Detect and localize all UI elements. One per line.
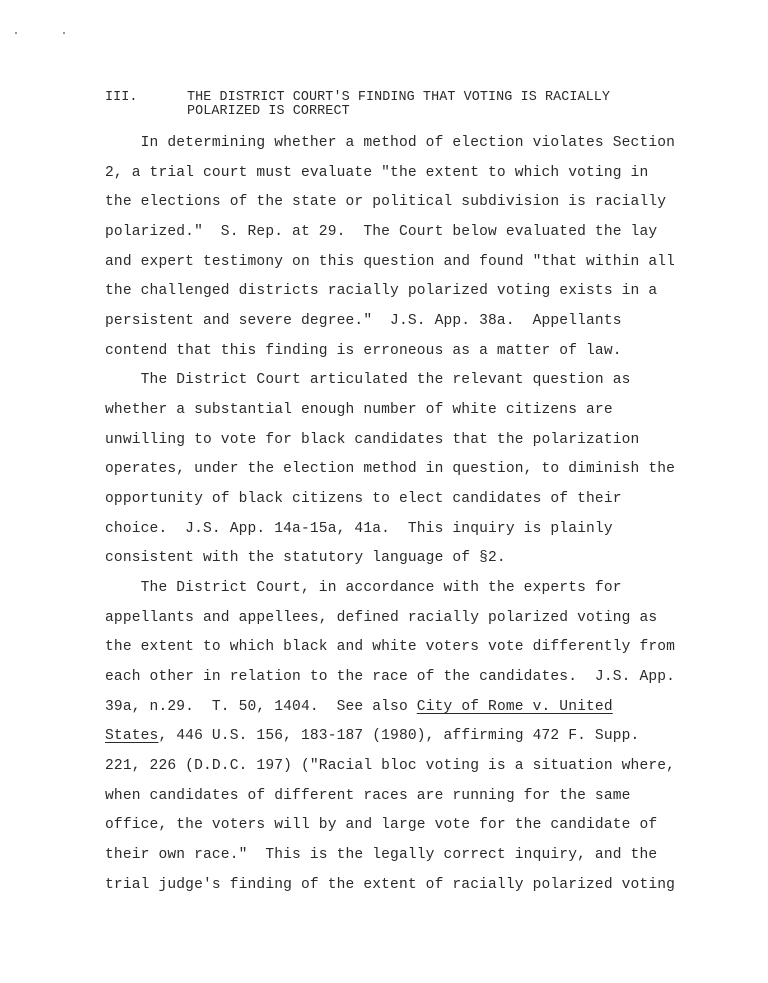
body-line: The District Court articulated the relevant question as [105,372,631,388]
body-text: 39a, n.29. T. 50, 1404. See also [105,699,417,715]
body-line: and expert testimony on this question and found "that within all [105,254,676,270]
body-line: office, the voters will by and large vote for the candidate of [105,817,658,833]
body-line: In determining whether a method of election violates Section [105,135,676,151]
body-line: unwilling to vote for black candidates that the polarization [105,432,640,448]
body-line: their own race." This is the legally correct inquiry, and the [105,847,658,863]
body-line: 221, 226 (D.D.C. 197) ("Racial bloc voting is a situation where, [105,758,676,774]
body-line: appellants and appellees, defined racially polarized voting as [105,610,658,626]
section-title [187,91,687,119]
body-line: whether a substantial enough number of white citizens are [105,402,613,418]
body-line: 2, a trial court must evaluate "the extent to which voting in [105,165,649,181]
body-line: operates, under the election method in question, to diminish the [105,461,676,477]
body-line: each other in relation to the race of the candidates. J.S. App. [105,669,676,685]
case-citation: City of Rome v. United [416,699,613,715]
body-line: the elections of the state or political subdivision is racially [105,194,667,210]
case-citation: States [105,728,159,744]
body-line: contend that this finding is erroneous as a matter of law. [105,343,622,359]
body-line [105,698,613,716]
section-title-line: THE DISTRICT COURT'S FINDING THAT VOTING IS RACIALLY [187,90,611,105]
body-line: when candidates of different races are running for the same [105,788,631,804]
scan-speck [63,32,65,34]
body-line: polarized." S. Rep. at 29. The Court below evaluated the lay [105,224,658,240]
body-text: , 446 U.S. 156, 183-187 (1980), affirming 472 F. Supp. [158,728,640,744]
body-line: the extent to which black and white voters vote differently from [105,639,676,655]
body-line: opportunity of black citizens to elect candidates of their [105,491,622,507]
body-line: trial judge's finding of the extent of racially polarized voting [105,877,676,893]
section-title-line: POLARIZED IS CORRECT [187,104,350,119]
body-line: choice. J.S. App. 14a-15a, 41a. This inquiry is plainly [105,521,613,537]
body-line: The District Court, in accordance with the experts for [105,580,622,596]
body-line [105,727,639,745]
body-line: the challenged districts racially polarized voting exists in a [105,283,658,299]
section-number: III. [105,90,138,105]
body-line: persistent and severe degree." J.S. App. 38a. Appellants [105,313,622,329]
scan-speck [15,32,17,34]
body-line: consistent with the statutory language of §2. [105,550,506,566]
